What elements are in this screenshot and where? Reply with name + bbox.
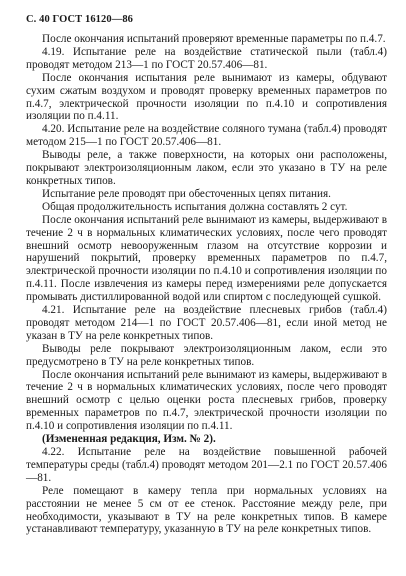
paragraph-4-21: 4.21. Испытание реле на воздействие плесневых грибов (табл.4) проводят методом 214—1 по ГОСТ 20.57.406—81, если иной метод не указан в ТУ на реле конкретных типов. [26,304,387,342]
amendment-note: (Измененная редакция, Изм. № 2). [42,433,216,446]
paragraph-salt-after-test: После окончания испытаний реле вынимают из камеры, выдерживают в течение 2 ч в нормальных климатических условиях, после чего проводят внешний осмотр невооруженным глазом на отсутствие коррозии и нарушений покрытий, проверку временных параметров по п.4.7, электрической прочности изоляции по п.4.10 и сопротивления изоляции по п.4.11. После извлечения из камеры перед измерениями реле допускается промывать дистиллированной водой или спиртом с последующей сушкой. [26,213,387,304]
paragraph-4-20: 4.20. Испытание реле на воздействие соляного тумана (табл.4) проводят методом 215—1 по ГОСТ 20.57.406—81. [26,123,387,149]
paragraph-mould-after-test: После окончания испытаний реле вынимают из камеры, выдерживают в течение 2 ч в нормальных климатических условиях, после чего проводят внешний осмотр с целью оценки роста плесневых грибов, проверку временных параметров по п.4.7, электрической прочности изоляции по п.4.10 и сопротивления изоляции по п.4.11. [26,368,387,433]
paragraph-deenergized: Испытание реле проводят при обесточенных цепях питания. [42,187,331,200]
paragraph-duration: Общая продолжительность испытания должна составлять 2 сут. [42,200,348,213]
paragraph-4-22: 4.22. Испытание реле на воздействие повышенной рабочей температуры среды (табл.4) проводят методом 201—2.1 по ГОСТ 20.57.406—81. [26,446,387,484]
paragraph-4-19: 4.19. Испытание реле на воздействие статической пыли (табл.4) проводят методом 213—1 по ГОСТ 20.57.406—81. [26,45,387,71]
document-body [26,33,387,536]
paragraph-terminals-varnish: Выводы реле, а также поверхности, на которых они расположены, покрывают электроизоляционным лаком, если это указано в ТУ на реле конкретных типов. [26,149,387,187]
page-header: С. 40 ГОСТ 16120—86 [26,14,134,25]
paragraph-mould-varnish: Выводы реле покрывают электроизоляционным лаком, если это предусмотрено в ТУ на реле конкретных типов. [26,342,387,368]
paragraph-after-test-check: После окончания испытаний проверяют временные параметры по п.4.7. [42,33,386,45]
paragraph-heat-chamber: Реле помещают в камеру тепла при нормальных условиях на расстоянии не менее 5 см от ее стенок. Расстояние между реле, при необходимости, указывают в ТУ на реле конкретных типов. В камере устанавливают температуру, указанную в ТУ на реле конкретных типов. [26,484,387,536]
paragraph-dust-after-test: После окончания испытания реле вынимают из камеры, обдувают сухим сжатым воздухом и проводят проверку временных параметров по п.4.7, электрической прочности изоляции по п.4.10 и сопротивления изоляции по п.4.11. [26,71,387,123]
